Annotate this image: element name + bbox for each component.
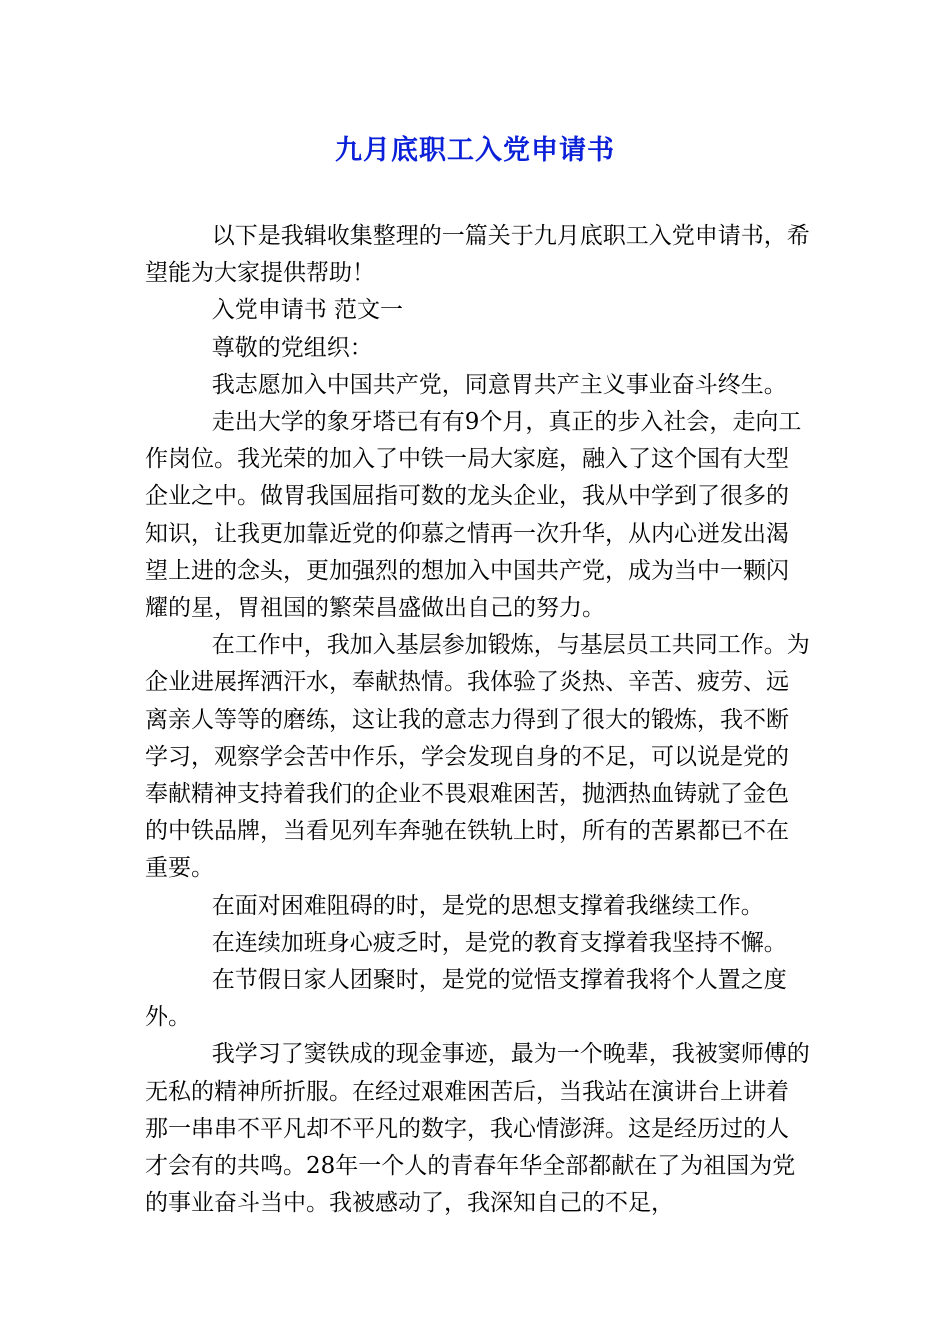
paragraph-work-start: 走出大学的象牙塔已有有9个月，真正的步入社会，走向工作岗位。我光荣的加入了中铁一局大家庭，融入了这个国有大型企业之中。做胃我国屈指可数的龙头企业，我从中学到了很多的知识，让我更加靠近党的仰慕之情再一次升华，从内心迸发出渴望上进的念头，更加强烈的想加入中国共产党，成为当中一颗闪耀的星，胃祖国的繁荣昌盛做出自己的努力。: [145, 409, 802, 622]
document-body: [145, 218, 810, 1222]
document-title: 九月底职工入党申请书: [335, 135, 615, 166]
paragraph-salutation: 尊敬的党组织：: [211, 334, 373, 361]
paragraph-holiday: 在节假日家人团聚时，是党的觉悟支撑着我将个人置之度外。: [145, 967, 787, 1031]
paragraph-difficulty: 在面对困难阻碍的时，是党的思想支撑着我继续工作。: [211, 892, 764, 919]
paragraph-intro: 以下是我辑收集整理的一篇关于九月底职工入党申请书，希望能为大家提供帮助！: [145, 223, 810, 287]
paragraph-sample-heading: 入党申请书 范文一: [211, 297, 403, 324]
paragraph-work-experience: 在工作中，我加入基层参加锻炼，与基层员工共同工作。为企业进展挥洒汗水，奉献热情。我体验了炎热、辛苦、疲劳、远离亲人等等的磨练，这让我的意志力得到了很大的锻炼，我不断学习，观察学会苦中作乐，学会发现自身的不足，可以说是党的奉献精神支持着我们的企业不畏艰难困苦，抛洒热血铸就了金色的中铁品牌，当看见列车奔驰在铁轨上时，所有的苦累都已不在重要。: [145, 632, 810, 882]
paragraph-pledge: 我志愿加入中国共产党，同意胃共产主义事业奋斗终生。: [211, 371, 787, 398]
paragraph-role-model: 我学习了窦铁成的现金事迹，最为一个晚辈，我被窦师傅的无私的精神所折服。在经过艰难困苦后，当我站在演讲台上讲着那一串串不平凡却不平凡的数字，我心情澎湃。这是经历过的人才会有的共鸣。28年一个人的青春年华全部都献在了为祖国为党的事业奋斗当中。我被感动了，我深知自己的不足，: [145, 1041, 810, 1217]
paragraph-overtime: 在连续加班身心疲乏时，是党的教育支撑着我坚持不懈。: [211, 929, 787, 956]
